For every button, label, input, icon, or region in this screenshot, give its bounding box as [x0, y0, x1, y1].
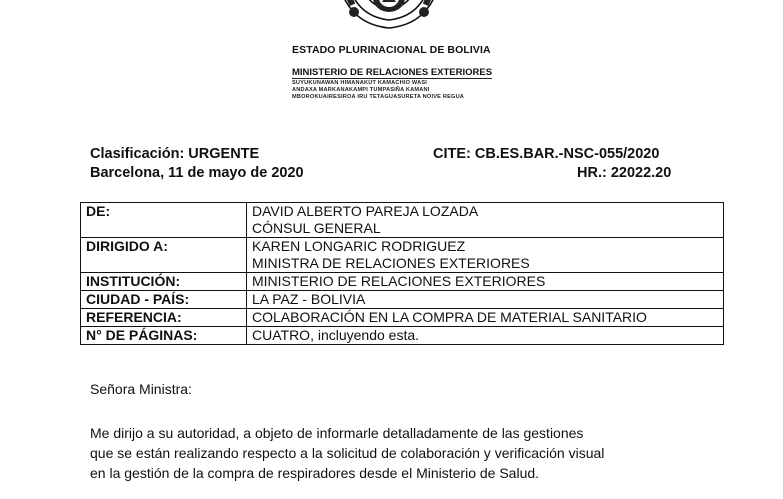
memo-table: [80, 202, 724, 345]
memo-label: INSTITUCIÓN:: [81, 273, 247, 291]
memo-label: CIUDAD - PAÍS:: [81, 291, 247, 309]
body-paragraph: [90, 423, 696, 483]
memo-row-reference: [81, 309, 724, 327]
memo-label: DE:: [81, 203, 247, 238]
memo-row-from: [81, 203, 724, 238]
salutation: Señora Ministra:: [90, 381, 192, 397]
body-line: en la gestión de la compra de respiradores desde el Ministerio de Salud.: [90, 465, 540, 481]
memo-value: [247, 203, 724, 238]
ministry-subtitle-3: MBOROKUAIRESIROA IRU TETAGUASURETA NOIVE REGUA: [292, 94, 465, 100]
memo-row-city: [81, 291, 724, 309]
memo-value: COLABORACIÓN EN LA COMPRA DE MATERIAL SANITARIO: [247, 309, 724, 327]
memo-label: DIRIGIDO A:: [81, 238, 247, 273]
memo-row-to: [81, 238, 724, 273]
place-date: Barcelona, 11 de mayo de 2020: [90, 165, 304, 181]
letterhead: [292, 44, 512, 100]
ministry-subtitle-2: ANDAXA MARKANAKAMPI TUMPASIÑA KAMANI: [292, 87, 430, 93]
memo-value: [247, 238, 724, 273]
memo-label: N° DE PÁGINAS:: [81, 327, 247, 345]
hr-number: HR.: 22022.20: [577, 165, 672, 181]
ministry-name: MINISTERIO DE RELACIONES EXTERIORES: [292, 67, 493, 78]
state-name: ESTADO PLURINACIONAL DE BOLIVIA: [292, 44, 491, 56]
memo-value-line: CÓNSUL GENERAL: [252, 220, 381, 236]
cite-number: CITE: CB.ES.BAR.-NSC-055/2020: [433, 146, 660, 162]
body-line: que se están realizando respecto a la solicitud de colaboración y verificación visual: [90, 445, 605, 461]
memo-value-line: KAREN LONGARIC RODRIGUEZ: [252, 238, 466, 254]
memo-label: REFERENCIA:: [81, 309, 247, 327]
bolivia-coat-of-arms-icon: [330, 0, 448, 30]
memo-value-line: DAVID ALBERTO PAREJA LOZADA: [252, 203, 479, 219]
memo-row-institution: [81, 273, 724, 291]
memo-value-line: MINISTRA DE RELACIONES EXTERIORES: [252, 255, 530, 271]
ministry-subtitle-1: SUYUKUNAWAN HIMANAKUT KAMACHIO WASI: [292, 80, 428, 86]
classification: Clasificación: URGENTE: [90, 146, 260, 162]
memo-value: LA PAZ - BOLIVIA: [247, 291, 724, 309]
memo-value: CUATRO, incluyendo esta.: [247, 327, 724, 345]
memo-value: MINISTERIO DE RELACIONES EXTERIORES: [247, 273, 724, 291]
body-line: Me dirijo a su autoridad, a objeto de informarle detalladamente de las gestiones: [90, 425, 584, 441]
memo-row-pages: [81, 327, 724, 345]
